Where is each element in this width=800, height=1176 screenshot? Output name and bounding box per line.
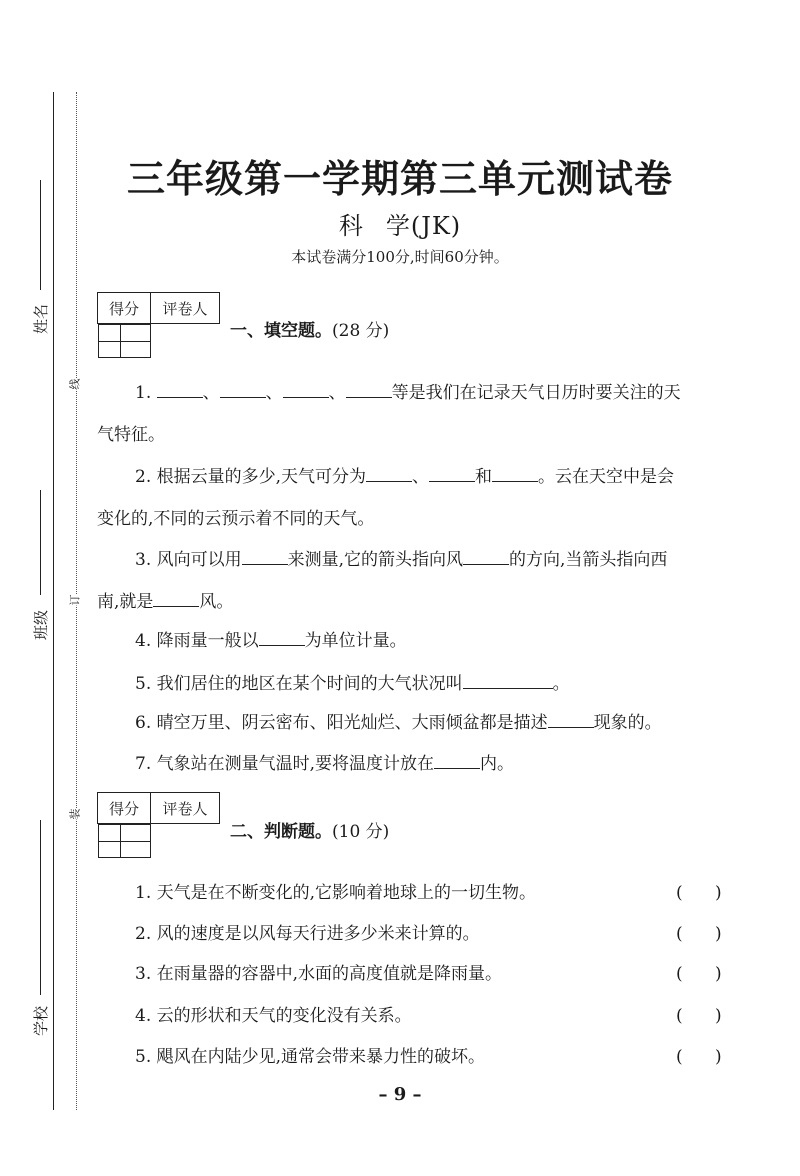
class-label: 班级 — [32, 609, 50, 640]
score-table-2 — [97, 792, 220, 846]
name-label: 姓名 — [32, 303, 50, 334]
subject-title — [0, 206, 800, 241]
answer-blank[interactable] — [153, 589, 199, 607]
judgment-item: 4. 云的形状和天气的变化没有关系。 — [135, 1006, 412, 1026]
score-cell[interactable] — [98, 825, 121, 858]
answer-blank[interactable] — [283, 380, 329, 398]
question-5: 5. 我们居住的地区在某个时间的大气状况叫 。 — [97, 671, 747, 696]
binding-border-line — [53, 92, 54, 1110]
section-judgment-heading: 二、判断题。(10 分) — [230, 822, 390, 842]
score-header: 得分 — [98, 793, 151, 824]
school-label: 学校 — [32, 1005, 50, 1036]
exam-info: 本试卷满分100分,时间60分钟。 — [291, 248, 509, 266]
question-1-cont: 气特征。 — [97, 425, 165, 445]
exam-title: 三年级第一学期第三单元测试卷 — [126, 156, 673, 201]
answer-blank[interactable] — [429, 464, 475, 482]
class-fill-line — [40, 490, 41, 595]
answer-blank[interactable] — [259, 628, 305, 646]
judgment-answer[interactable]: ( ) — [676, 1006, 722, 1026]
answer-blank[interactable] — [366, 464, 412, 482]
subject-part2: 学(JK) — [385, 212, 462, 240]
subject-part1: 科 — [338, 212, 364, 240]
section-fill-in-heading: 一、填空题。(28 分) — [230, 321, 390, 341]
school-fill-line — [40, 820, 41, 995]
judgment-item: 3. 在雨量器的容器中,水面的高度值就是降雨量。 — [135, 964, 503, 984]
question-2-cont: 变化的,不同的云预示着不同的天气。 — [97, 509, 375, 529]
judgment-item: 5. 飓风在内陆少见,通常会带来暴力性的破坏。 — [135, 1047, 486, 1067]
grader-cell[interactable] — [121, 825, 150, 858]
cut-mark-line: 线 — [68, 378, 82, 390]
judgment-answer[interactable]: ( ) — [676, 964, 722, 984]
question-3: 3. 风向可以用 来测量,它的箭头指向风 的方向,当箭头指向西 — [97, 547, 747, 572]
cut-mark-order: 订 — [68, 594, 82, 606]
page-number: – 9 – — [378, 1084, 422, 1105]
question-1: 1. 、 、 、 等是我们在记录天气日历时要关注的天 — [97, 380, 747, 405]
question-7: 7. 气象站在测量气温时,要将温度计放在 内。 — [97, 751, 747, 776]
answer-blank[interactable] — [463, 547, 509, 565]
answer-blank[interactable] — [220, 380, 266, 398]
answer-blank[interactable] — [434, 751, 480, 769]
question-6: 6. 晴空万里、阴云密布、阳光灿烂、大雨倾盆都是描述 现象的。 — [97, 710, 747, 735]
question-3-cont: 南,就是 风。 — [97, 589, 747, 614]
answer-blank[interactable] — [463, 671, 553, 689]
answer-blank[interactable] — [346, 380, 392, 398]
answer-blank[interactable] — [548, 710, 594, 728]
question-2: 2. 根据云量的多少,天气可分为 、 和 。云在天空中是会 — [97, 464, 747, 489]
grader-cell[interactable] — [121, 325, 150, 358]
answer-blank[interactable] — [492, 464, 538, 482]
score-table-1 — [97, 292, 220, 346]
grader-header: 评卷人 — [151, 793, 220, 824]
judgment-answer[interactable]: ( ) — [676, 1047, 722, 1067]
judgment-answer[interactable]: ( ) — [676, 924, 722, 944]
question-4: 4. 降雨量一般以 为单位计量。 — [97, 628, 747, 653]
judgment-answer[interactable]: ( ) — [676, 883, 722, 903]
answer-blank[interactable] — [242, 547, 288, 565]
score-header: 得分 — [98, 293, 151, 324]
score-cell[interactable] — [98, 325, 121, 358]
cut-mark-bind: 装 — [68, 808, 82, 820]
answer-blank[interactable] — [157, 380, 203, 398]
judgment-item: 2. 风的速度是以风每天行进多少米来计算的。 — [135, 924, 480, 944]
grader-header: 评卷人 — [151, 293, 220, 324]
judgment-item: 1. 天气是在不断变化的,它影响着地球上的一切生物。 — [135, 883, 537, 903]
